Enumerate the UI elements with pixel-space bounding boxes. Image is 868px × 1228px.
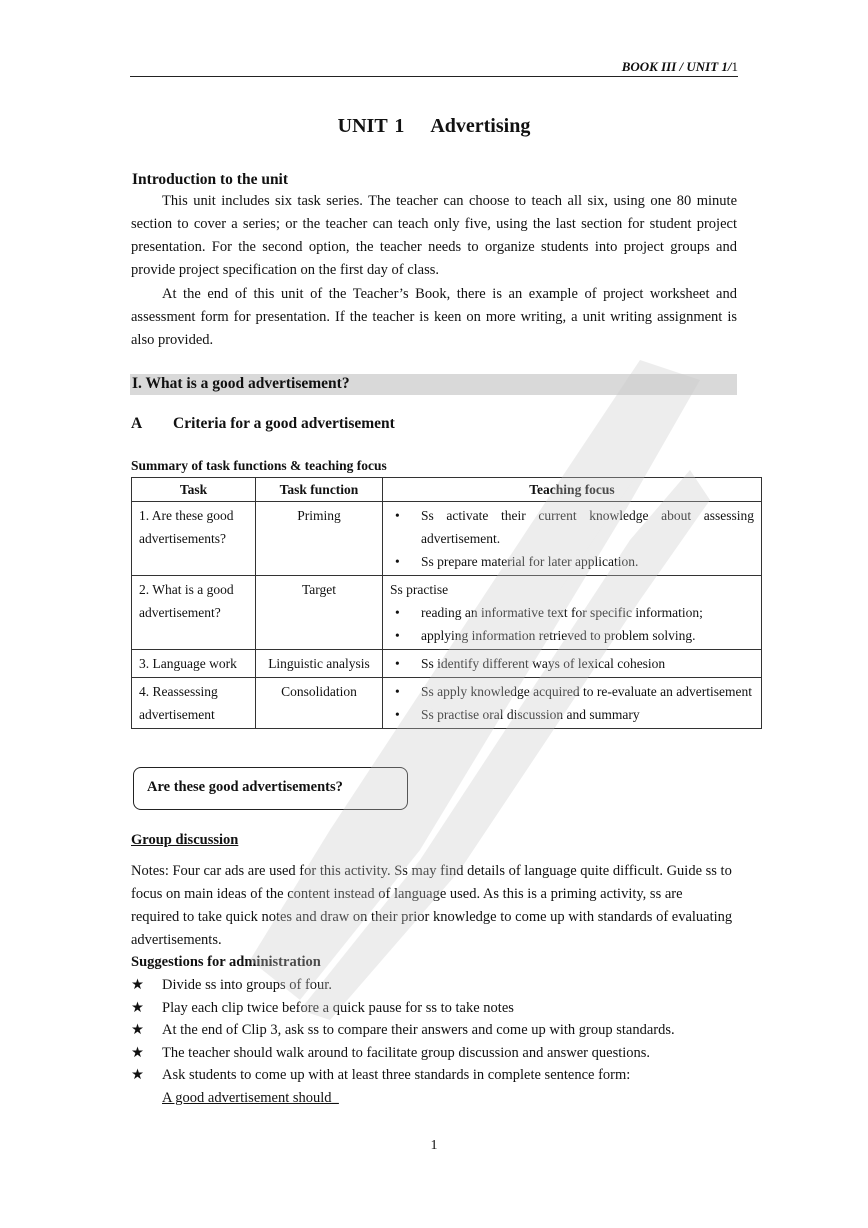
table-row [132, 678, 762, 729]
table-caption: Summary of task functions & teaching focus [131, 458, 387, 473]
list-item [131, 1042, 741, 1065]
task-title: Are these good advertisements? [147, 779, 343, 795]
section-heading: I. What is a good advertisement? [132, 375, 350, 392]
header-task: Task [132, 478, 256, 502]
page-number: 1 [430, 1138, 438, 1153]
header-rule [130, 76, 738, 77]
suggestion-text: The teacher should walk around to facilitate group discussion and answer questions. [162, 1044, 651, 1061]
row-function: Target [256, 576, 383, 650]
list-item: • Ss apply knowledge acquired to re-evaluate an advertisement [390, 680, 754, 703]
list-item: • Ss identify different ways of lexical cohesion [390, 652, 754, 675]
answer-prompt: A good advertisement should_ [162, 1090, 339, 1106]
subsection-label: A [131, 415, 143, 432]
star-icon: ★ [131, 1044, 144, 1061]
suggestion-text: Play each clip twice before a quick pause for ss to take notes [162, 999, 514, 1016]
suggestions-list [131, 974, 741, 1087]
row-task: 3. Language work [132, 650, 256, 678]
notes-line: advertisements. [131, 932, 222, 948]
list-item: • Ss prepare material for later application. [390, 550, 754, 573]
table-row [132, 650, 762, 678]
row-function: Consolidation [256, 678, 383, 729]
suggestion-text: At the end of Clip 3, ask ss to compare their answers and come up with group standards. [162, 1022, 675, 1038]
list-item: • Ss practise oral discussion and summary [390, 703, 754, 726]
row-focus [383, 678, 762, 729]
section-heading-bar [130, 374, 737, 395]
list-item: • reading an informative text for specific information; [390, 601, 754, 624]
star-icon: ★ [131, 977, 144, 993]
list-item [131, 1019, 741, 1042]
list-item [131, 997, 741, 1020]
row-focus [383, 502, 762, 576]
row-focus [383, 576, 762, 650]
task-title-box [133, 767, 408, 810]
row-task: 1. Are these good advertisements? [132, 502, 256, 576]
row-focus [383, 650, 762, 678]
suggestion-text: Divide ss into groups of four. [162, 977, 332, 993]
running-head-text: BOOK III / UNIT 1/ [621, 59, 732, 74]
running-head [130, 59, 738, 75]
list-item: • Ss activate their current knowledge about assessing advertisement. [390, 504, 754, 550]
intro-paragraph-2: At the end of this unit of the Teacher’s Book, there is an example of project worksheet and assessment form for presentation. If the teacher is keen on more writing, a unit writing assignment is also provided. [131, 286, 737, 348]
notes-line: focus on main ideas of the content instead of language used. As this is a priming activity, ss are [131, 886, 683, 902]
unit-label: UNIT 1 [337, 115, 405, 137]
row-task: 4. Reassessing advertisement [132, 678, 256, 729]
row-function: Linguistic analysis [256, 650, 383, 678]
intro-heading: Introduction to the unit [132, 171, 289, 188]
notes-line: Notes: Four car ads are used for this activity. Ss may find details of language quite difficult. Guide ss to [131, 863, 732, 879]
subsection-heading [131, 415, 395, 433]
row-task: 2. What is a good advertisement? [132, 576, 256, 650]
header-task-function: Task function [256, 478, 383, 502]
suggestions-heading: Suggestions for administration [131, 954, 321, 970]
suggestion-text: Ask students to come up with at least three standards in complete sentence form: [162, 1067, 631, 1083]
list-item [131, 974, 741, 997]
star-icon: ★ [131, 999, 144, 1016]
running-head-page: 1 [731, 59, 738, 74]
table-row [132, 576, 762, 650]
summary-table [131, 477, 762, 729]
group-discussion-heading: Group discussion [131, 832, 239, 848]
intro-paragraph-1: This unit includes six task series. The teacher can choose to teach all six, using one 80 minute section to cover a series; or the teacher can teach only five, using the last section for student project presentation. For the second option, the teacher needs to organize students into project groups and provide project specification on the first day of class. [131, 193, 737, 278]
unit-title [130, 115, 738, 138]
row-focus-lead: Ss practise [390, 582, 449, 597]
notes-line: required to take quick notes and draw on their prior knowledge to come up with standards of evaluating [131, 909, 733, 925]
notes-paragraph [131, 860, 741, 952]
table-header-row [132, 478, 762, 502]
subsection-title: Criteria for a good advertisement [173, 415, 395, 432]
unit-topic: Advertising [430, 115, 531, 137]
row-function: Priming [256, 502, 383, 576]
star-icon: ★ [131, 1022, 144, 1038]
list-item: • applying information retrieved to problem solving. [390, 624, 754, 647]
table-row [132, 502, 762, 576]
header-teaching-focus: Teaching focus [383, 478, 762, 502]
star-icon: ★ [131, 1067, 144, 1083]
list-item [131, 1064, 741, 1087]
